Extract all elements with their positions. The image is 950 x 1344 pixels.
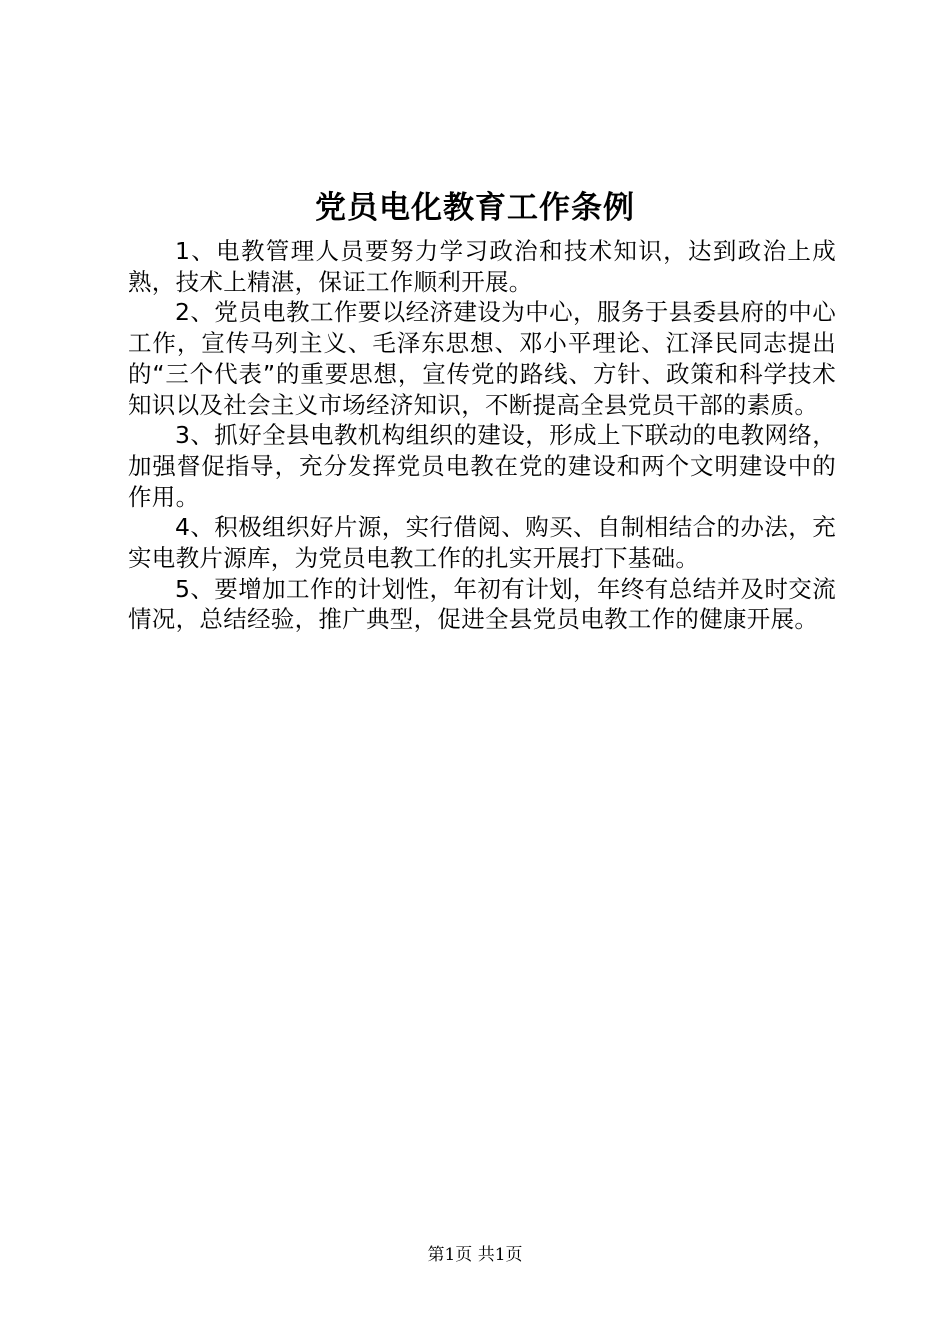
document-body <box>128 236 836 635</box>
paragraph-2: 2、党员电教工作要以经济建设为中心，服务于县委县府的中心工作，宣传马列主义、毛泽东思想、邓小平理论、江泽民同志提出的“三个代表”的重要思想，宣传党的路线、方针、政策和科学技术知识以及社会主义市场经济知识，不断提高全县党员干部的素质。 <box>128 298 836 419</box>
paragraph-5: 5、要增加工作的计划性，年初有计划，年终有总结并及时交流情况，总结经验，推广典型，促进全县党员电教工作的健康开展。 <box>128 574 836 634</box>
paragraph-4: 4、积极组织好片源，实行借阅、购买、自制相结合的办法，充实电教片源库，为党员电教工作的扎实开展打下基础。 <box>128 513 836 573</box>
paragraph-1: 1、电教管理人员要努力学习政治和技术知识，达到政治上成熟，技术上精湛，保证工作顺利开展。 <box>128 237 836 296</box>
paragraph-3: 3、抓好全县电教机构组织的建设，形成上下联动的电教网络，加强督促指导，充分发挥党员电教在党的建设和两个文明建设中的作用。 <box>128 421 836 511</box>
page-footer: 第1页 共1页 <box>427 1245 523 1265</box>
document-title: 党员电化教育工作条例 <box>315 190 635 226</box>
